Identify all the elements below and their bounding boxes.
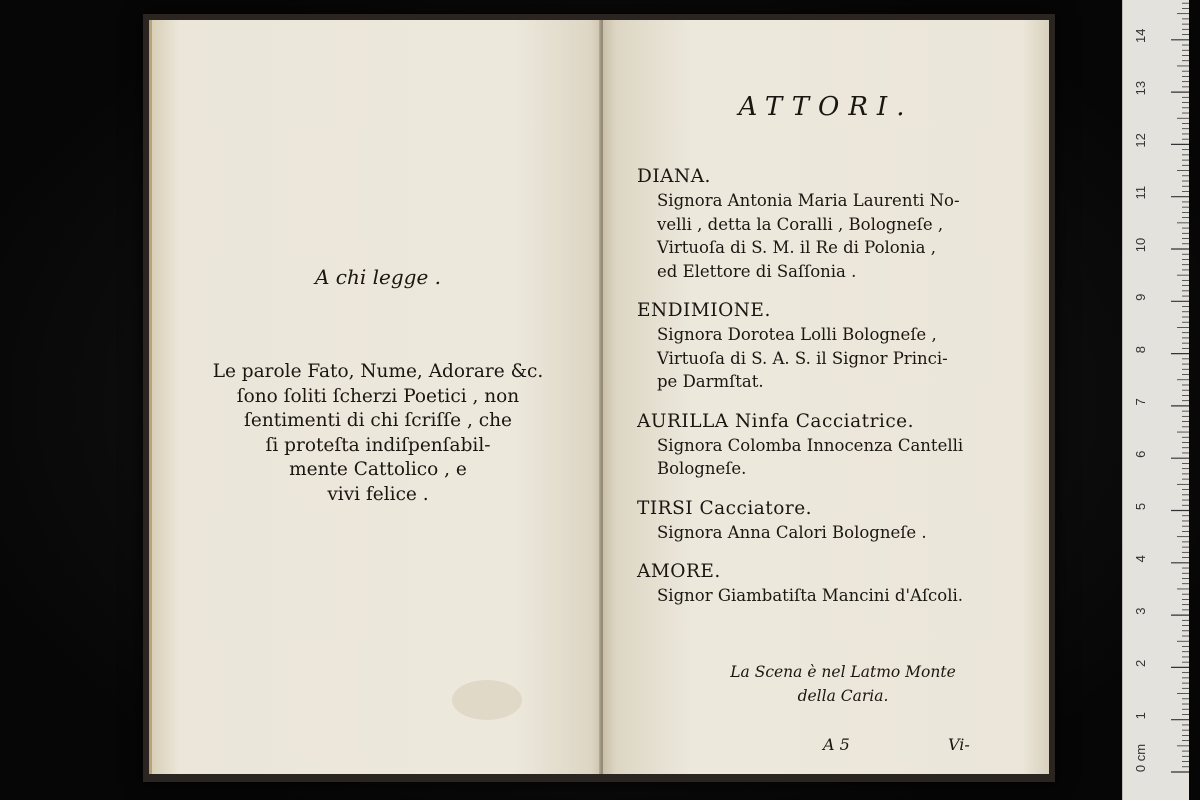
role-name: AMORE. <box>637 561 721 582</box>
body-line: ſentimenti di chi ſcriſſe , che <box>244 410 512 431</box>
left-page <box>149 20 604 774</box>
ruler-label: 8 <box>1133 345 1148 354</box>
role-desc-line: velli , detta la Coralli , Bologneſe , <box>657 214 944 234</box>
ruler-label: 5 <box>1133 502 1148 511</box>
cast-list <box>637 165 1037 624</box>
ruler-label: 12 <box>1133 133 1148 148</box>
ruler-label: 4 <box>1133 555 1148 563</box>
role-entry <box>637 299 1037 394</box>
role-entry <box>637 165 1037 283</box>
role-entry <box>637 560 1037 608</box>
ruler-label: 11 <box>1133 185 1148 200</box>
left-body <box>152 360 604 507</box>
role-entry <box>637 497 1037 545</box>
role-desc-line: pe Darmſtat. <box>657 372 764 391</box>
role-desc-line: ed Elettore di Saſſonia . <box>657 261 857 281</box>
role-name: ENDIMIONE. <box>637 300 771 321</box>
role-desc-line: Signora Colomba Innocenza Cantelli <box>657 435 964 455</box>
role-desc-line: Signor Giambatiſta Mancini d'Aſcoli. <box>657 586 964 605</box>
scene-note <box>643 660 1043 708</box>
body-line: mente Cattolico , e <box>289 459 467 480</box>
role-name: TIRSI Cacciatore. <box>637 497 813 519</box>
bleed-through-text <box>192 100 572 130</box>
role-desc-line: Signora Anna Calori Bologneſe . <box>657 522 927 542</box>
ruler-label: 2 <box>1133 659 1148 668</box>
centimeter-ruler <box>1122 0 1189 800</box>
ruler-label: 0 cm <box>1133 743 1148 773</box>
ruler-label: 7 <box>1133 398 1148 406</box>
ruler-label: 3 <box>1133 607 1148 615</box>
body-line: ſono ſoliti ſcherzi Poetici , non <box>236 385 520 407</box>
foxing-stain <box>452 680 522 720</box>
left-heading: A chi legge . <box>314 265 442 289</box>
catchword: Vi- <box>948 735 970 754</box>
ruler-label: 14 <box>1133 28 1148 44</box>
body-line: ſi proteſta indiſpenſabil- <box>265 434 491 456</box>
open-book <box>143 14 1055 782</box>
role-desc-line: Signora Dorotea Lolli Bologneſe , <box>657 325 937 344</box>
role-desc-line: Signora Antonia Maria Laurenti No- <box>657 191 960 210</box>
signature-mark: A 5 <box>823 735 850 754</box>
role-desc-line: Bologneſe. <box>657 459 747 478</box>
body-line: Le parole Fato, Nume, Adorare &c. <box>212 361 544 382</box>
cast-title: ATTORI. <box>738 92 914 122</box>
scene-line: La Scena è nel Latmo Monte <box>730 663 956 681</box>
ruler-label: 10 <box>1133 237 1148 253</box>
scene-line: della Caria. <box>797 687 889 705</box>
role-desc-line: Virtuoſa di S. A. S. il Signor Princi- <box>657 348 948 368</box>
role-name: AURILLA Ninfa Cacciatrice. <box>637 410 915 432</box>
ruler-label: 13 <box>1133 80 1148 96</box>
ruler-label: 6 <box>1133 450 1148 458</box>
role-name: DIANA. <box>637 166 711 187</box>
body-line: vivi felice . <box>327 483 429 505</box>
ruler-label: 1 <box>1133 712 1148 720</box>
ruler-label: 9 <box>1133 293 1148 301</box>
role-entry <box>637 410 1037 481</box>
role-desc-line: Virtuoſa di S. M. il Re di Polonia , <box>657 238 936 257</box>
ruler-scale <box>1123 0 1189 800</box>
right-page <box>603 20 1049 774</box>
